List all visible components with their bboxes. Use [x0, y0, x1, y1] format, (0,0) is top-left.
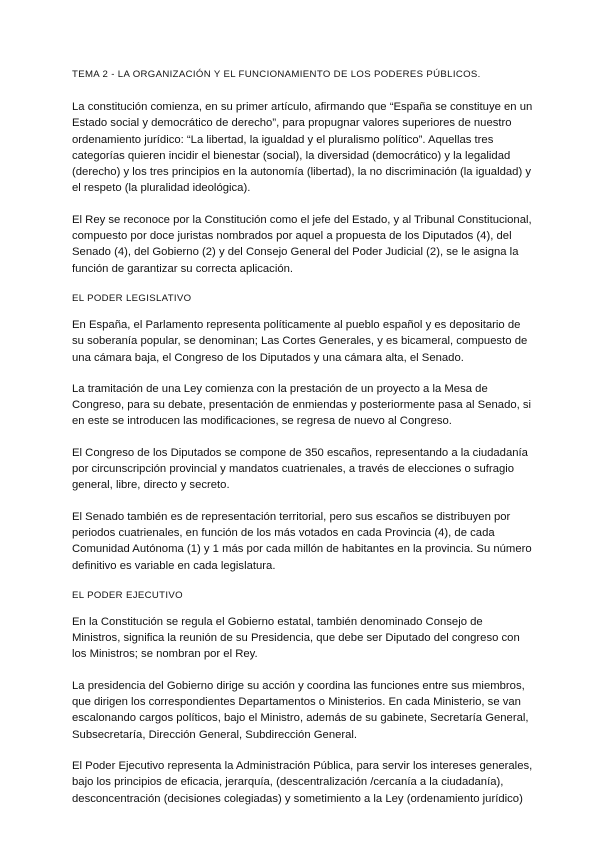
intro-paragraph-2: El Rey se reconoce por la Constitución como el jefe del Estado, y al Tribunal Constitucional, compuesto por doce juristas nombrados por aquel a propuesta de los Diputados (4), del Senado (4), del Gobierno (2) y del Consejo General del Poder Judicial (2), se le asigna la función de garantizar su correcta aplicación. — [72, 213, 532, 275]
legislative-heading: EL PODER LEGISLATIVO — [72, 292, 192, 304]
legislative-paragraph-3: El Congreso de los Diputados se compone de 350 escaños, representando a la ciudadanía por circunscripción provincial y mandatos cuatrienales, a través de elecciones o sufragio general, libre, directo y secreto. — [72, 446, 528, 492]
intro-paragraph-1: La constitución comienza, en su primer artículo, afirmando que “España se constituye en un Estado social y democrático de derecho”, para propugnar valores superiores de nuestro ordenamiento jurídico: “La libertad, la igualdad y el pluralismo político”. Aquellas tres categorías quieren incidir el bienestar (social), la diversidad (democrático) y la legalidad (derecho) y los tres principios en la autonomía (libertad), la no discriminación (la igualdad) y el respeto (la pluralidad ideológica). — [72, 101, 533, 195]
executive-paragraph-2: La presidencia del Gobierno dirige su acción y coordina las funciones entre sus miembros, que dirigen los correspondientes Departamentos o Ministerios. En cada Ministerio, se van escalonando cargos políticos, bajo el Ministro, además de su gabinete, Secretaría General, Subsecretaría, Dirección General, Subdirección General. — [72, 679, 529, 741]
executive-section — [72, 589, 534, 807]
legislative-section — [72, 292, 534, 574]
document-title: TEMA 2 - LA ORGANIZACIÓN Y EL FUNCIONAMIENTO DE LOS PODERES PÚBLICOS. — [72, 69, 481, 80]
legislative-paragraph-2: La tramitación de una Ley comienza con la prestación de un proyecto a la Mesa de Congreso, para su debate, presentación de enmiendas y posteriormente pasa al Senado, si en este se introducen las modificaciones, se regresa de nuevo al Congreso. — [72, 382, 532, 428]
legislative-paragraph-4: El Senado también es de representación territorial, pero sus escaños se distribuyen por periodos cuatrienales, en función de los más votados en cada Provincia (4), de cada Comunidad Autónoma (1) y 1 más por cada millón de habitantes en la provincia. Su número definitivo es variable en cada legislatura. — [72, 510, 532, 572]
executive-heading: EL PODER EJECUTIVO — [72, 589, 183, 601]
executive-paragraph-1: En la Constitución se regula el Gobierno estatal, también denominado Consejo de Ministros, significa la reunión de su Presidencia, que debe ser Diputado del congreso con los Ministros; se nombran por el Rey. — [72, 615, 520, 661]
document-page — [72, 68, 534, 822]
executive-paragraph-3: El Poder Ejecutivo representa la Administración Pública, para servir los intereses generales, bajo los principios de eficacia, jerarquía, (descentralización /cercanía a la ciudadanía), desconcentración (decisiones colegiadas) y sometimiento a la Ley (ordenamiento jurídico) — [72, 759, 533, 805]
intro-section — [72, 99, 534, 277]
legislative-paragraph-1: En España, el Parlamento representa políticamente al pueblo español y es depositario de su soberanía popular, se denominan; Las Cortes Generales, y es bicameral, compuesto de una cámara baja, el Congreso de los Diputados y una cámara alta, el Senado. — [72, 318, 528, 364]
